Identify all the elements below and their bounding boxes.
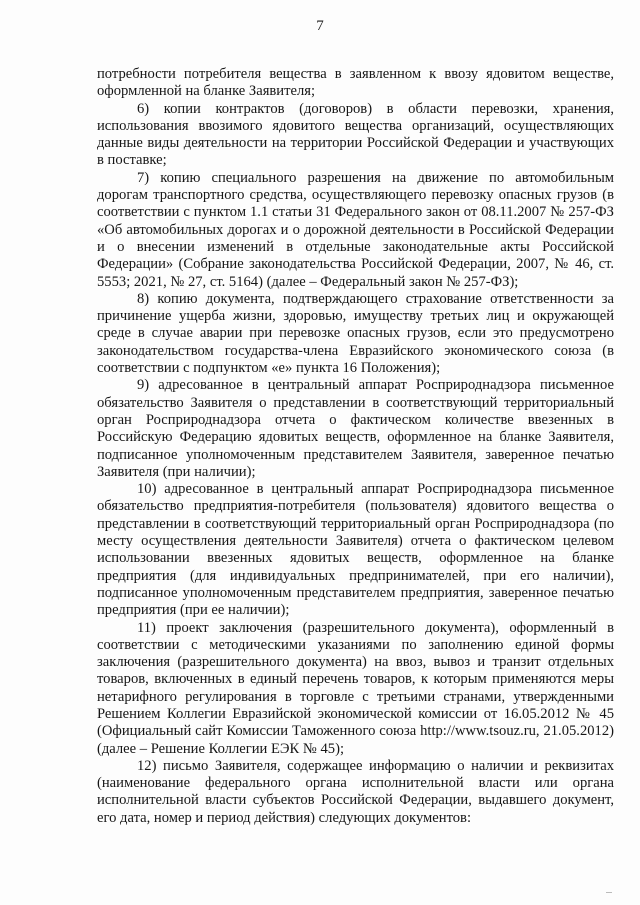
paragraph-item-7: 7) копию специального разрешения на движение по автомобильным дорогам транспортного средства, осуществляющего перевозку опасных грузов (в соответствии с пунктом 1.1 статьи 31 Федерального закон от 08.11.2007 № 257-ФЗ «Об автомобильных дорогах и о дорожной деятельности в Российской Федерации и о внесении изменений в отдельные законодательные акты Российской Федерации» (Собрание законодательства Российской Федерации, 2007, № 46, ст. 5553; 2021, № 27, ст. 5164) (далее – Федеральный закон № 257-ФЗ); (97, 169, 614, 290)
paragraph-item-8: 8) копию документа, подтверждающего страхование ответственности за причинение ущерба жизни, здоровью, имуществу третьих лиц и окружающей среде в случае аварии при перевозке опасных грузов, если это предусмотрено законодательством государства-члена Евразийского экономического союза (в соответствии с подпунктом «е» пункта 16 Положения); (97, 290, 614, 377)
page-number: 7 (316, 18, 324, 34)
document-body (97, 66, 614, 827)
paragraph-item-11: 11) проект заключения (разрешительного документа), оформленный в соответствии с методическими указаниями по заполнению единой формы заключения (разрешительного документа) на ввоз, вывоз и транзит отдельных товаров, включенных в единый перечень товаров, к которым применяются меры нетарифного регулирования в торговле с третьими странами, утвержденными Решением Коллегии Евразийской экономической комиссии от 16.05.2012 № 45 (Официальный сайт Комиссии Таможенного союза http://www.tsouz.ru, 21.05.2012) (далее – Решение Коллегии ЕЭК № 45); (97, 619, 614, 757)
paragraph-item-9: 9) адресованное в центральный аппарат Росприроднадзора письменное обязательство Заявителя о представлении в соответствующий территориальный орган Росприроднадзора отчета о фактическом количестве ввезенных в Российскую Федерацию ядовитых веществ, оформленное на бланке Заявителя, подписанное уполномоченным представителем Заявителя, заверенное печатью Заявителя (при наличии); (97, 377, 614, 480)
paragraph-item-12: 12) письмо Заявителя, содержащее информацию о наличии и реквизитах (наименование федерального органа исполнительной власти или органа исполнительной власти субъектов Российской Федерации, выдавшего документ, его дата, номер и период действия) следующих документов: (97, 757, 614, 826)
paragraph-item-10: 10) адресованное в центральный аппарат Росприроднадзора письменное обязательство предприятия-потребителя (пользователя) ядовитого вещества о представлении в соответствующий территориальный орган Росприроднадзора (по месту осуществления деятельности Заявителя) отчета о фактическом целевом использовании ввезенных ядовитых веществ, оформленное на бланке предприятия (для индивидуальных предпринимателей, при его наличии), подписанное уполномоченным представителем предприятия, заверенное печатью предприятия (при ее наличии); (97, 481, 614, 619)
paragraph-item-6: 6) копии контрактов (договоров) в области перевозки, хранения, использования ввозимого ядовитого вещества организаций, осуществляющих данные виды деятельности на территории Российской Федерации и участвующих в поставке; (97, 100, 614, 169)
paragraph-continuation: потребности потребителя вещества в заявленном к ввозу ядовитом веществе, оформленной на бланке Заявителя; (97, 66, 614, 100)
scan-artifact (606, 892, 612, 893)
